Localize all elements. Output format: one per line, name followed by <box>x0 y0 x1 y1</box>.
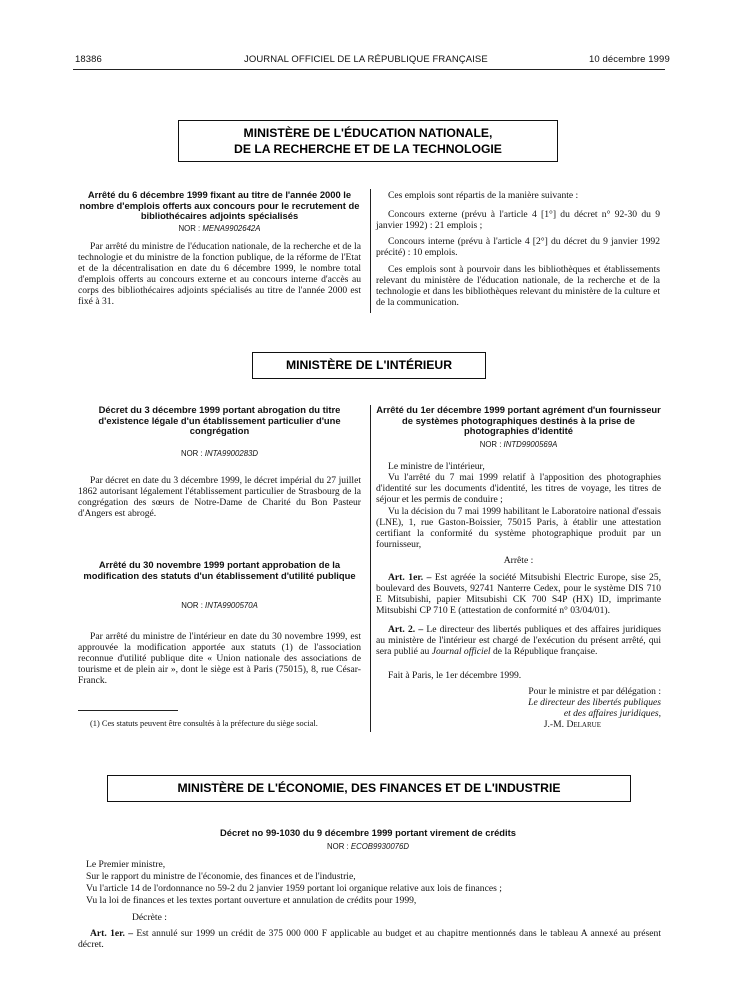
article-label: Art. 1er. – <box>388 572 432 583</box>
ministry-education-line1: MINISTÈRE DE L'ÉDUCATION NATIONALE, <box>243 126 493 140</box>
arrete-photos-ministre: Le ministre de l'intérieur, <box>388 461 485 472</box>
arrete-photos-article-2: Art. 2. – Le directeur des libertés publiques et des affaires juridiques au ministère de l'intérieur est chargé de l'exécution du présent arrêté, qui sera publié au Journal officiel de la République française. <box>376 624 661 658</box>
arrete-photos-fait: Fait à Paris, le 1er décembre 1999. <box>388 670 522 681</box>
decret-credits-vu-loi: Vu la loi de finances et les textes portant ouverture et annulation de crédits pour 1999, <box>86 895 417 906</box>
article-label: Art. 2. – <box>388 624 424 635</box>
decret-credits-article-1: Art. 1er. – Est annulé sur 1999 un crédit de 375 000 000 F applicable au budget et au chapitre mentionnés dans le tableau A annexé au présent décret. <box>78 928 661 951</box>
arrete-education-title: Arrêté du 6 décembre 1999 fixant au titre de l'année 2000 le nombre d'emplois offerts aux concours pour le recrutement de bibliothécaires adjoints spécialisés <box>79 189 360 222</box>
ministry-economie-label: MINISTÈRE DE L'ÉCONOMIE, DES FINANCES ET DE L'INDUSTRIE <box>177 781 561 795</box>
decret-congregation-body: Par décret en date du 3 décembre 1999, le décret impérial du 27 juillet 1862 autorisant légalement l'établissement particulier de Strasbourg de la congrégation des sœurs de Notre-Dame de Charité du Bon Pasteur d'Angers est abrogé. <box>78 475 361 520</box>
ministry-interieur-label: MINISTÈRE DE L'INTÉRIEUR <box>285 358 453 372</box>
nor-code: INTA9900283D <box>204 449 258 458</box>
ministry-education-line2: DE LA RECHERCHE ET DE LA TECHNOLOGIE <box>234 142 502 156</box>
journal-title: JOURNAL OFFICIEL DE LA RÉPUBLIQUE FRANÇAISE <box>244 54 488 65</box>
page-number: 18386 <box>75 54 102 65</box>
arrete-statuts-body: Par arrêté du ministre de l'intérieur en date du 30 novembre 1999, est approuvée la modification apportée aux statuts (1) de l'association reconnue d'utilité publique dite « Union nationale des associations de tourisme et de plein air », dont le siège est à Paris (75015), 8, rue César-Franck. <box>78 631 361 687</box>
arrete-photos-title: Arrêté du 1er décembre 1999 portant agrément d'un fournisseur de systèmes photographiques destinés à la prise de photographies d'identité <box>376 404 661 437</box>
arrete-statuts-title: Arrêté du 30 novembre 1999 portant approbation de la modification des statuts d'un établissement d'utilité publique <box>83 559 356 581</box>
decret-congregation-title: Décret du 3 décembre 1999 portant abrogation du titre d'existence légale d'un établissement particulier d'une congrégation <box>98 404 341 437</box>
decret-credits-nor: NOR : ECOB9930076D <box>327 842 409 851</box>
arrete-education-concours-interne: Concours interne (prévu à l'article 4 [2°] du décret du 9 janvier 1992 précité) : 10 emplois. <box>376 236 660 259</box>
journal-officiel-ref: Journal officiel <box>431 646 491 658</box>
arrete-education-body: Par arrêté du ministre de l'éducation nationale, de la recherche et de la technologie et du ministre de la fonction publique, de la réforme de l'Etat et de la décentralisation en date du 6 décembre 1999, le nombre total d'emplois offerts au concours externe et au concours interne d'accès au corps des bibliothécaires adjoints spécialisés au titre de l'année 2000 est fixé à 31. <box>78 241 361 308</box>
decret-credits-rapport: Sur le rapport du ministre de l'économie, des finances et de l'industrie, <box>86 871 356 882</box>
ministry-economie-box <box>107 775 631 802</box>
column-divider <box>370 405 371 732</box>
nor-code: MENA9902642A <box>202 224 261 233</box>
nor-code: INTD9900569A <box>503 440 558 449</box>
nor-code: INTA9900570A <box>205 601 258 610</box>
arrete-education-repartition: Ces emplois sont répartis de la manière suivante : <box>388 190 579 201</box>
arrete-photos-vu-decision: Vu la décision du 7 mai 1999 habilitant le Laboratoire national d'essais (LNE), 1, rue Gaston-Boissier, 75015 Paris, à établir une attestation certifiant la conformité du système photographique produit par un fournisseur, <box>376 506 661 551</box>
arrete-statuts-footnote: (1) Ces statuts peuvent être consultés à la préfecture du siège social. <box>90 719 318 728</box>
ministry-education-box <box>178 120 558 162</box>
arrete-education-concours-externe: Concours externe (prévu à l'article 4 [1°] du décret n° 92-30 du 9 janvier 1992) : 21 emplois ; <box>376 209 660 232</box>
decret-congregation-nor: NOR : INTA9900283D <box>180 449 258 458</box>
decret-credits-vu-ordonnance: Vu l'article 14 de l'ordonnance no 59-2 du 2 janvier 1959 portant loi organique relative aux lois de finances ; <box>86 883 502 894</box>
issue-date: 10 décembre 1999 <box>589 54 670 65</box>
nor-code: ECOB9930076D <box>350 842 409 851</box>
arrete-statuts-nor: NOR : INTA9900570A <box>181 601 258 610</box>
arrete-photos-article-1: Art. 1er. – Est agréée la société Mitsubishi Electric Europe, sise 25, boulevard des Bouvets, 92741 Nanterre Cedex, pour le système DIS 710 E Mitsubishi, papier Mitsubishi CK 700 S4P (HX) ID, imprimante Mitsubishi CP 710 E (attestation de conformité n° 03/04/01). <box>376 572 661 617</box>
arrete-education-affectation: Ces emplois sont à pourvoir dans les bibliothèques et établissements relevant du ministère de l'éducation nationale, de la recherche et de la technologie et dans les bibliothèques relevant du ministère de la culture et de la communication. <box>376 264 660 309</box>
arrete-education-nor: NOR : MENA9902642A <box>178 224 261 233</box>
article-label: Art. 1er. – <box>90 928 134 939</box>
decret-credits-premier-ministre: Le Premier ministre, <box>86 859 166 870</box>
footnote-rule <box>78 710 178 711</box>
decret-credits-decrete: Décrète : <box>132 912 167 923</box>
ministry-interieur-box <box>252 352 486 379</box>
decret-credits-title: Décret no 99-1030 du 9 décembre 1999 portant virement de crédits <box>220 827 516 838</box>
arrete-photos-arrete: Arrête : <box>503 555 534 566</box>
arrete-photos-nor: NOR : INTD9900569A <box>479 440 558 449</box>
arrete-photos-signature: Pour le ministre et par délégation : Le directeur des libertés publiques et des affaires juridiques, J.-M. Delarue <box>376 686 661 730</box>
arrete-photos-vu-arrete: Vu l'arrêté du 7 mai 1999 relatif à l'apposition des photographies d'identité sur les documents d'identité, les titres de voyage, les titres de séjour et les permis de conduire ; <box>376 472 661 506</box>
header-rule <box>73 69 665 70</box>
column-divider <box>370 189 371 313</box>
signatory-name: J.-M. Delarue <box>543 719 601 730</box>
